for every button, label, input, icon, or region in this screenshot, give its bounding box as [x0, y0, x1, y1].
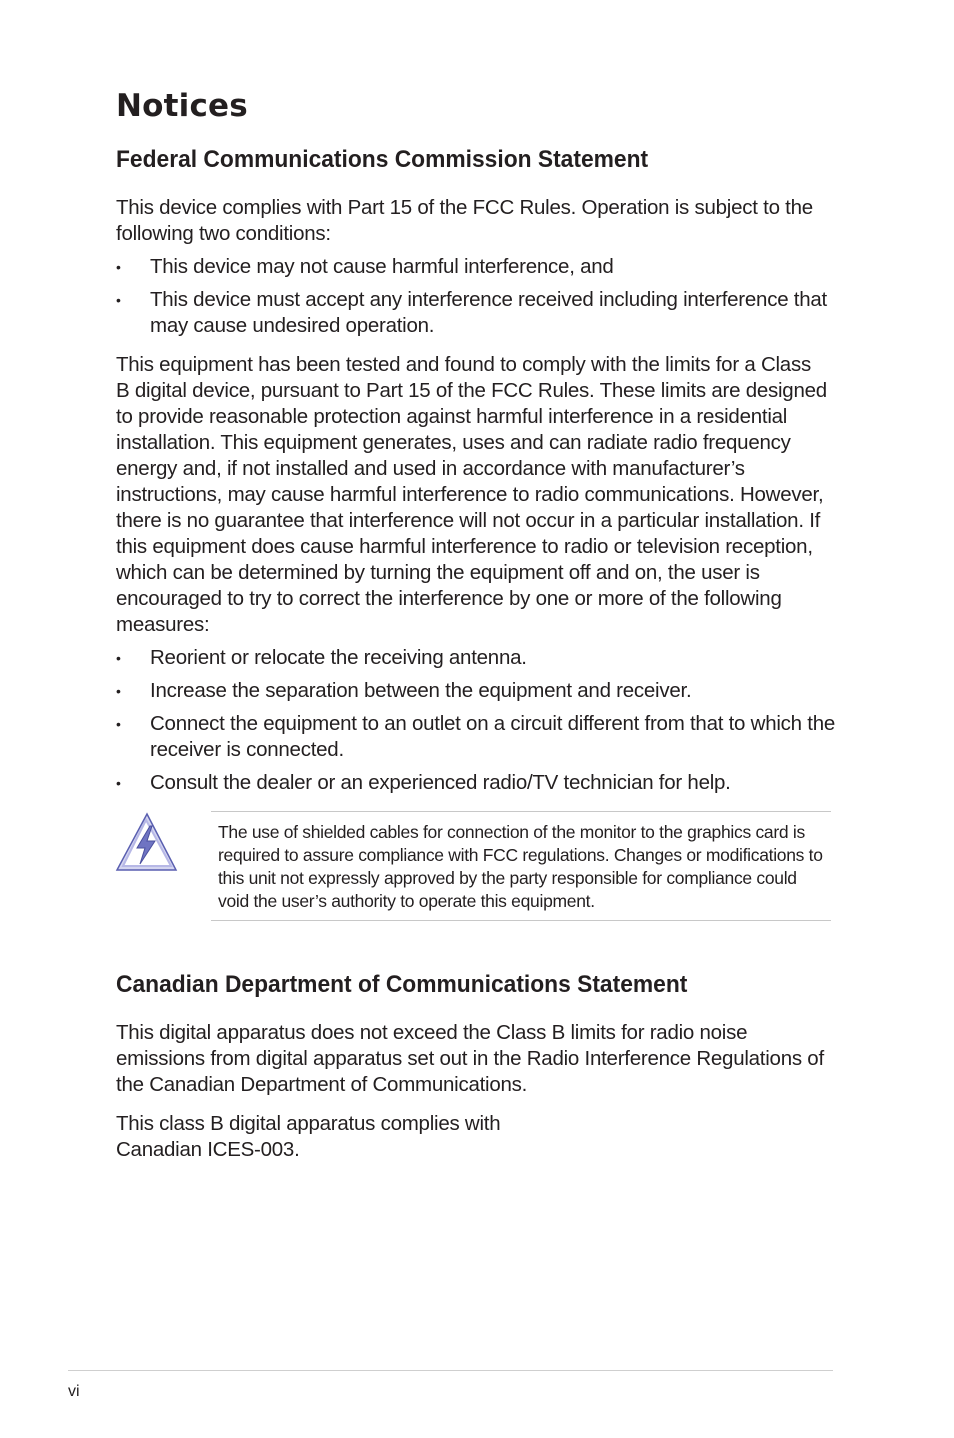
list-item-text: Reorient or relocate the receiving antenna. — [150, 646, 527, 669]
bullet-mark: • — [116, 716, 121, 732]
list-item-text: Consult the dealer or an experienced radio/TV technician for help. — [150, 771, 731, 794]
list-item — [116, 254, 836, 280]
fcc-conditions-list — [116, 254, 836, 346]
canada-heading: Canadian Department of Communications Statement — [116, 971, 688, 998]
list-item — [116, 645, 836, 671]
list-item-text: Connect the equipment to an outlet on a circuit different from that to which the receiver is connected. — [150, 712, 836, 761]
canada-paragraph-2: This class B digital apparatus complies with Canadian ICES-003. — [116, 1112, 501, 1161]
bullet-mark: • — [116, 775, 121, 791]
note-box — [211, 811, 831, 921]
footer-rule — [68, 1370, 833, 1371]
page-title: Notices — [116, 88, 248, 124]
list-item — [116, 287, 836, 339]
list-item-text: Increase the separation between the equipment and receiver. — [150, 679, 692, 702]
canada-paragraph-1: This digital apparatus does not exceed the Class B limits for radio noise emissions from digital apparatus set out in the Radio Interference Regulations of the Canadian Department of Communications. — [116, 1021, 824, 1096]
list-item-text: This device must accept any interference received including interference that may cause undesired operation. — [150, 288, 827, 337]
list-item-text: This device may not cause harmful interference, and — [150, 255, 614, 278]
bullet-mark: • — [116, 259, 121, 275]
bullet-mark: • — [116, 650, 121, 666]
list-item — [116, 770, 836, 796]
warning-lightning-icon — [114, 812, 178, 874]
bullet-mark: • — [116, 683, 121, 699]
list-item — [116, 678, 836, 704]
fcc-body: This equipment has been tested and found to comply with the limits for a Class B digital device, pursuant to Part 15 of the FCC Rules. These limits are designed to provide reasonable protection against harmful interference in a residential installation. This equipment generates, uses and can radiate radio frequency energy and, if not installed and used in accordance with manufacturer’s instructions, may cause harmful interference to radio communications. However, there is no guarantee that interference will not occur in a particular installation. If this equipment does cause harmful interference to radio or television reception, which can be determined by turning the equipment off and on, the user is encouraged to try to correct the interference by one or more of the following measures: — [116, 353, 827, 636]
note-text: The use of shielded cables for connection of the monitor to the graphics card is required to assure compliance with FCC regulations. Changes or modifications to this unit not expressly approved by the party responsible for compliance could void the user’s authority to operate this equipment. — [218, 822, 823, 911]
fcc-intro: This device complies with Part 15 of the FCC Rules. Operation is subject to the following two conditions: — [116, 196, 813, 245]
fcc-measures-list — [116, 645, 836, 803]
page-number: vi — [68, 1383, 80, 1400]
bullet-mark: • — [116, 292, 121, 308]
fcc-heading: Federal Communications Commission Statement — [116, 146, 649, 173]
list-item — [116, 711, 836, 763]
